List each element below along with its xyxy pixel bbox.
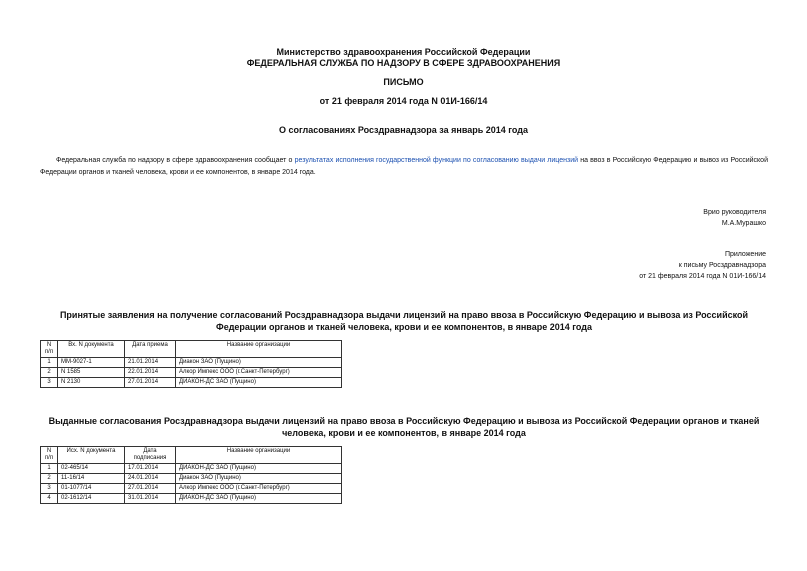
table-row bbox=[41, 484, 342, 494]
cell-date: 31.01.2014 bbox=[125, 494, 176, 504]
body-link[interactable]: результатах исполнения государственной функции по согласованию выдачи лицензий bbox=[294, 157, 579, 164]
table-row bbox=[41, 494, 342, 504]
cell-num: 1 bbox=[41, 358, 58, 368]
col-doc-header: Вх. N документа bbox=[58, 341, 125, 358]
cell-org: ДИАКОН-ДС ЗАО (Пущино) bbox=[176, 464, 342, 474]
letter-body bbox=[40, 155, 768, 179]
cell-doc: N 1585 bbox=[58, 368, 125, 378]
appendix-line-3: от 21 февраля 2014 года N 01И-166/14 bbox=[639, 273, 766, 280]
cell-date: 17.01.2014 bbox=[125, 464, 176, 474]
cell-org: Диакон ЗАО (Пущино) bbox=[176, 358, 342, 368]
cell-doc: 02-465/14 bbox=[58, 464, 125, 474]
signature-name: М.А.Мурашко bbox=[721, 220, 766, 227]
cell-org: ДИАКОН-ДС ЗАО (Пущино) bbox=[176, 494, 342, 504]
table-row bbox=[41, 368, 342, 378]
cell-doc: 02-1612/14 bbox=[58, 494, 125, 504]
cell-org: Диакон ЗАО (Пущино) bbox=[176, 474, 342, 484]
cell-date: 22.01.2014 bbox=[125, 368, 176, 378]
cell-num: 2 bbox=[41, 368, 58, 378]
appendix-block bbox=[639, 249, 766, 282]
body-text-start: Федеральная служба по надзору в сфере здравоохранения сообщает о bbox=[56, 157, 295, 164]
cell-org: Алкор Импекс ООО (г.Санкт-Петербург) bbox=[176, 368, 342, 378]
appendix-line-1: Приложение bbox=[724, 251, 766, 258]
table-row bbox=[41, 378, 342, 388]
cell-doc: 01-1077/14 bbox=[58, 484, 125, 494]
cell-num: 2 bbox=[41, 474, 58, 484]
cell-num: 1 bbox=[41, 464, 58, 474]
table-row bbox=[41, 464, 342, 474]
table-header-row bbox=[41, 447, 342, 464]
received-applications-table bbox=[40, 340, 342, 388]
cell-num: 3 bbox=[41, 484, 58, 494]
cell-org: Алкор Импекс ООО (г.Санкт-Петербург) bbox=[176, 484, 342, 494]
document-number: от 21 февраля 2014 года N 01И-166/14 bbox=[319, 96, 488, 106]
signature-block bbox=[703, 207, 766, 229]
appendix-line-2: к письму Росздравнадзора bbox=[678, 262, 766, 269]
service-name: ФЕДЕРАЛЬНАЯ СЛУЖБА ПО НАДЗОРУ В СФЕРЕ ЗДРАВООХРАНЕНИЯ bbox=[246, 58, 561, 68]
col-date-header: Дата приема bbox=[125, 341, 176, 358]
table-row bbox=[41, 474, 342, 484]
table-row bbox=[41, 358, 342, 368]
cell-doc: 11-16/14 bbox=[58, 474, 125, 484]
col-num-header: N п/п bbox=[41, 447, 58, 464]
cell-num: 3 bbox=[41, 378, 58, 388]
document-type: ПИСЬМО bbox=[383, 77, 424, 87]
col-date-header: Дата подписания bbox=[125, 447, 176, 464]
table-header-row bbox=[41, 341, 342, 358]
cell-doc: ММ-9027-1 bbox=[58, 358, 125, 368]
cell-date: 24.01.2014 bbox=[125, 474, 176, 484]
cell-num: 4 bbox=[41, 494, 58, 504]
ministry-name: Министерство здравоохранения Российской Федерации bbox=[276, 47, 531, 57]
signature-position: Врио руководителя bbox=[703, 209, 766, 216]
table1-title: Принятые заявления на получение согласований Росздравнадзора выдачи лицензий на право ввоза в Российскую Федерацию и вывоза из Российской Федерации органов и тканей человека, крови и ее компонентов, в январе 2014 года bbox=[59, 310, 749, 332]
cell-date: 27.01.2014 bbox=[125, 378, 176, 388]
col-doc-header: Исх. N документа bbox=[58, 447, 125, 464]
cell-org: ДИАКОН-ДС ЗАО (Пущино) bbox=[176, 378, 342, 388]
col-org-header: Название организации bbox=[176, 447, 342, 464]
cell-date: 27.01.2014 bbox=[125, 484, 176, 494]
cell-doc: N 2130 bbox=[58, 378, 125, 388]
issued-approvals-table bbox=[40, 446, 342, 504]
document-subject: О согласованиях Росздравнадзора за январь 2014 года bbox=[278, 125, 529, 135]
body-text-end: на ввоз в Российскую Федерацию и вывоз из Российской Федерации органов и тканей человека, крови и ее компонентов, в январе 2014 года. bbox=[40, 157, 768, 176]
col-num-header: N п/п bbox=[41, 341, 58, 358]
table2-title: Выданные согласования Росздравнадзора выдачи лицензий на право ввоза в Российскую Федерацию и вывоза из Российской Федерации органов и тканей человека, крови и ее компонентов, в январе 2014 года bbox=[48, 416, 760, 438]
cell-date: 21.01.2014 bbox=[125, 358, 176, 368]
col-org-header: Название организации bbox=[176, 341, 342, 358]
